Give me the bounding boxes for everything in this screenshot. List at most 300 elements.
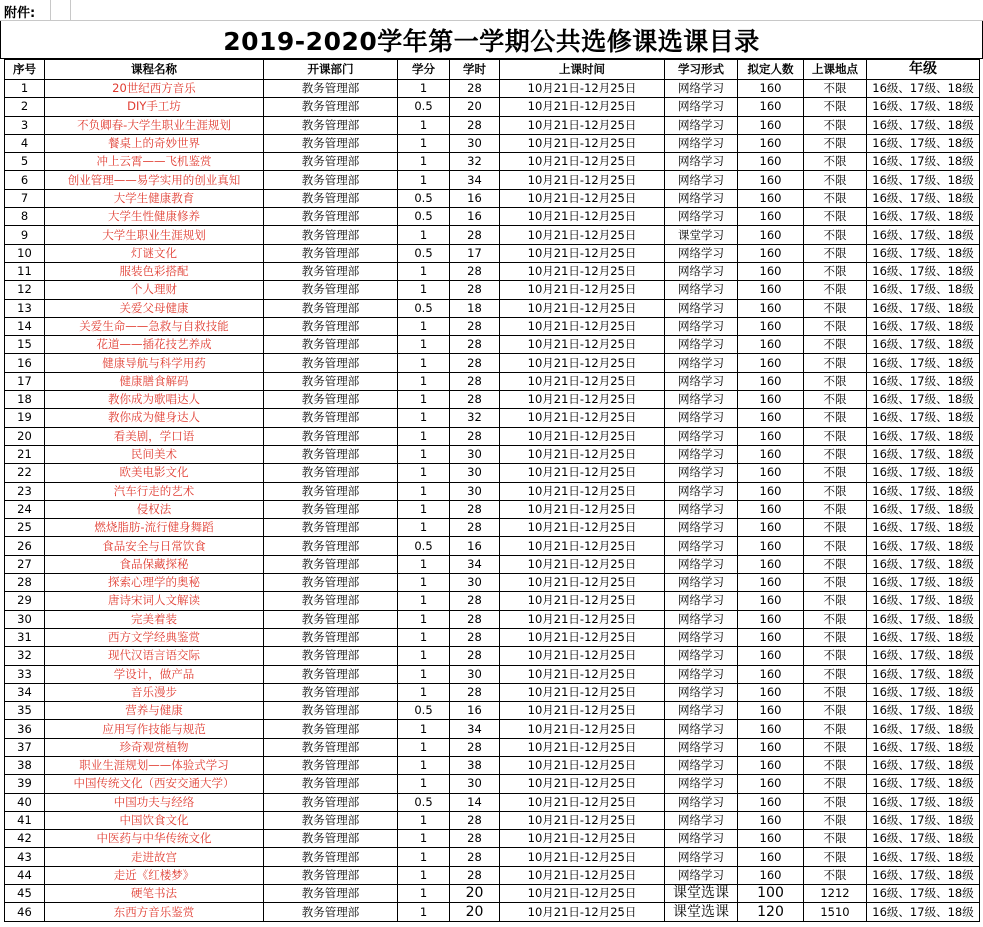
cell-department: 教务管理部 <box>264 391 398 409</box>
cell-mode: 网络学习 <box>665 244 738 262</box>
table-row <box>5 830 980 848</box>
cell-credits: 1 <box>398 80 450 98</box>
cell-capacity: 160 <box>738 445 804 463</box>
header-location: 上课地点 <box>804 60 867 80</box>
cell-department: 教务管理部 <box>264 903 398 921</box>
cell-grade: 16级、17级、18级 <box>867 866 980 884</box>
cell-course-name: 冲上云霄——飞机鉴赏 <box>45 153 264 171</box>
cell-mode: 网络学习 <box>665 336 738 354</box>
cell-mode: 课堂学习 <box>665 226 738 244</box>
cell-mode: 网络学习 <box>665 317 738 335</box>
cell-index: 33 <box>5 665 45 683</box>
cell-schedule: 10月21日-12月25日 <box>500 720 665 738</box>
cell-hours: 20 <box>450 98 500 116</box>
cell-grade: 16级、17级、18级 <box>867 80 980 98</box>
cell-location: 不限 <box>804 98 867 116</box>
cell-location: 不限 <box>804 537 867 555</box>
cell-credits: 1 <box>398 738 450 756</box>
cell-mode: 网络学习 <box>665 610 738 628</box>
cell-mode: 网络学习 <box>665 391 738 409</box>
cell-hours: 34 <box>450 171 500 189</box>
cell-course-name: 教你成为健身达人 <box>45 409 264 427</box>
cell-course-name: 服装色彩搭配 <box>45 262 264 280</box>
cell-mode: 网络学习 <box>665 738 738 756</box>
gridline <box>70 0 71 20</box>
cell-location: 不限 <box>804 482 867 500</box>
cell-location: 不限 <box>804 830 867 848</box>
cell-mode: 网络学习 <box>665 628 738 646</box>
cell-department: 教务管理部 <box>264 848 398 866</box>
cell-index: 14 <box>5 317 45 335</box>
cell-index: 18 <box>5 391 45 409</box>
cell-capacity: 160 <box>738 299 804 317</box>
cell-course-name: 大学生职业生涯规划 <box>45 226 264 244</box>
cell-credits: 0.5 <box>398 98 450 116</box>
header-course-name: 课程名称 <box>45 60 264 80</box>
cell-location: 不限 <box>804 189 867 207</box>
cell-mode: 网络学习 <box>665 500 738 518</box>
cell-index: 32 <box>5 647 45 665</box>
cell-location: 不限 <box>804 665 867 683</box>
cell-schedule: 10月21日-12月25日 <box>500 336 665 354</box>
cell-course-name: 燃烧脂肪-流行健身舞蹈 <box>45 519 264 537</box>
cell-index: 39 <box>5 775 45 793</box>
cell-grade: 16级、17级、18级 <box>867 756 980 774</box>
cell-capacity: 160 <box>738 409 804 427</box>
cell-location: 不限 <box>804 848 867 866</box>
cell-department: 教务管理部 <box>264 610 398 628</box>
cell-schedule: 10月21日-12月25日 <box>500 848 665 866</box>
cell-department: 教务管理部 <box>264 555 398 573</box>
cell-capacity: 160 <box>738 866 804 884</box>
cell-department: 教务管理部 <box>264 647 398 665</box>
attachment-note: 附件: <box>4 6 36 21</box>
cell-index: 28 <box>5 574 45 592</box>
cell-schedule: 10月21日-12月25日 <box>500 537 665 555</box>
cell-grade: 16级、17级、18级 <box>867 830 980 848</box>
cell-hours: 28 <box>450 610 500 628</box>
cell-department: 教务管理部 <box>264 153 398 171</box>
cell-hours: 16 <box>450 208 500 226</box>
cell-course-name: 唐诗宋词人文解读 <box>45 592 264 610</box>
cell-mode: 网络学习 <box>665 445 738 463</box>
cell-department: 教务管理部 <box>264 98 398 116</box>
cell-schedule: 10月21日-12月25日 <box>500 775 665 793</box>
cell-mode: 网络学习 <box>665 866 738 884</box>
cell-course-name: 创业管理——易学实用的创业真知 <box>45 171 264 189</box>
cell-index: 3 <box>5 116 45 134</box>
cell-location: 不限 <box>804 116 867 134</box>
cell-mode: 网络学习 <box>665 537 738 555</box>
cell-schedule: 10月21日-12月25日 <box>500 793 665 811</box>
cell-department: 教务管理部 <box>264 134 398 152</box>
cell-hours: 28 <box>450 519 500 537</box>
cell-grade: 16级、17级、18级 <box>867 848 980 866</box>
cell-department: 教务管理部 <box>264 372 398 390</box>
cell-capacity: 160 <box>738 555 804 573</box>
cell-location: 不限 <box>804 756 867 774</box>
cell-hours: 28 <box>450 281 500 299</box>
table-row <box>5 574 980 592</box>
cell-hours: 28 <box>450 317 500 335</box>
cell-department: 教务管理部 <box>264 171 398 189</box>
cell-location: 不限 <box>804 811 867 829</box>
cell-department: 教务管理部 <box>264 519 398 537</box>
cell-department: 教务管理部 <box>264 482 398 500</box>
table-row <box>5 208 980 226</box>
cell-department: 教务管理部 <box>264 317 398 335</box>
table-row <box>5 756 980 774</box>
table-row <box>5 153 980 171</box>
cell-index: 23 <box>5 482 45 500</box>
cell-department: 教务管理部 <box>264 683 398 701</box>
cell-location: 不限 <box>804 409 867 427</box>
table-row <box>5 317 980 335</box>
cell-credits: 1 <box>398 610 450 628</box>
cell-index: 6 <box>5 171 45 189</box>
cell-credits: 1 <box>398 171 450 189</box>
cell-department: 教务管理部 <box>264 793 398 811</box>
cell-hours: 30 <box>450 134 500 152</box>
cell-credits: 1 <box>398 336 450 354</box>
cell-department: 教务管理部 <box>264 445 398 463</box>
cell-mode: 网络学习 <box>665 811 738 829</box>
cell-grade: 16级、17级、18级 <box>867 317 980 335</box>
table-row <box>5 464 980 482</box>
cell-capacity: 160 <box>738 793 804 811</box>
cell-hours: 28 <box>450 592 500 610</box>
header-grade: 年级 <box>867 60 980 80</box>
table-row <box>5 738 980 756</box>
cell-grade: 16级、17级、18级 <box>867 98 980 116</box>
cell-grade: 16级、17级、18级 <box>867 262 980 280</box>
table-body <box>5 80 980 922</box>
cell-schedule: 10月21日-12月25日 <box>500 702 665 720</box>
cell-hours: 32 <box>450 409 500 427</box>
cell-capacity: 160 <box>738 427 804 445</box>
cell-hours: 17 <box>450 244 500 262</box>
cell-location: 不限 <box>804 445 867 463</box>
cell-hours: 38 <box>450 756 500 774</box>
cell-location: 不限 <box>804 80 867 98</box>
cell-hours: 28 <box>450 866 500 884</box>
cell-index: 30 <box>5 610 45 628</box>
cell-capacity: 160 <box>738 592 804 610</box>
table-row <box>5 775 980 793</box>
cell-capacity: 160 <box>738 811 804 829</box>
cell-schedule: 10月21日-12月25日 <box>500 628 665 646</box>
table-row <box>5 336 980 354</box>
cell-schedule: 10月21日-12月25日 <box>500 427 665 445</box>
cell-schedule: 10月21日-12月25日 <box>500 903 665 921</box>
cell-grade: 16级、17级、18级 <box>867 116 980 134</box>
cell-hours: 28 <box>450 336 500 354</box>
cell-mode: 网络学习 <box>665 519 738 537</box>
cell-department: 教务管理部 <box>264 427 398 445</box>
cell-capacity: 160 <box>738 610 804 628</box>
cell-capacity: 160 <box>738 98 804 116</box>
cell-capacity: 160 <box>738 665 804 683</box>
cell-credits: 1 <box>398 866 450 884</box>
cell-department: 教务管理部 <box>264 464 398 482</box>
cell-department: 教务管理部 <box>264 628 398 646</box>
cell-hours: 28 <box>450 354 500 372</box>
cell-grade: 16级、17级、18级 <box>867 793 980 811</box>
cell-capacity: 160 <box>738 262 804 280</box>
cell-mode: 网络学习 <box>665 80 738 98</box>
cell-grade: 16级、17级、18级 <box>867 226 980 244</box>
cell-location: 不限 <box>804 372 867 390</box>
cell-schedule: 10月21日-12月25日 <box>500 610 665 628</box>
cell-mode: 网络学习 <box>665 555 738 573</box>
cell-credits: 1 <box>398 592 450 610</box>
cell-hours: 34 <box>450 720 500 738</box>
cell-credits: 1 <box>398 281 450 299</box>
cell-hours: 28 <box>450 848 500 866</box>
cell-index: 45 <box>5 885 45 903</box>
table-row <box>5 189 980 207</box>
header-schedule: 上课时间 <box>500 60 665 80</box>
cell-capacity: 160 <box>738 80 804 98</box>
table-row <box>5 391 980 409</box>
cell-grade: 16级、17级、18级 <box>867 811 980 829</box>
cell-credits: 1 <box>398 317 450 335</box>
cell-mode: 课堂选课 <box>665 903 738 921</box>
cell-location: 不限 <box>804 720 867 738</box>
cell-index: 44 <box>5 866 45 884</box>
cell-credits: 1 <box>398 445 450 463</box>
cell-capacity: 160 <box>738 189 804 207</box>
cell-schedule: 10月21日-12月25日 <box>500 811 665 829</box>
cell-grade: 16级、17级、18级 <box>867 738 980 756</box>
header-index: 序号 <box>5 60 45 80</box>
cell-capacity: 160 <box>738 317 804 335</box>
cell-credits: 1 <box>398 226 450 244</box>
table-row <box>5 372 980 390</box>
cell-credits: 1 <box>398 153 450 171</box>
cell-index: 29 <box>5 592 45 610</box>
cell-schedule: 10月21日-12月25日 <box>500 208 665 226</box>
cell-index: 4 <box>5 134 45 152</box>
cell-credits: 1 <box>398 683 450 701</box>
cell-course-name: 走进故宫 <box>45 848 264 866</box>
cell-mode: 网络学习 <box>665 281 738 299</box>
cell-course-name: 花道——插花技艺养成 <box>45 336 264 354</box>
cell-schedule: 10月21日-12月25日 <box>500 354 665 372</box>
cell-grade: 16级、17级、18级 <box>867 299 980 317</box>
cell-capacity: 160 <box>738 702 804 720</box>
cell-department: 教务管理部 <box>264 262 398 280</box>
cell-course-name: 餐桌上的奇妙世界 <box>45 134 264 152</box>
table-row <box>5 116 980 134</box>
cell-department: 教务管理部 <box>264 830 398 848</box>
cell-index: 41 <box>5 811 45 829</box>
cell-location: 不限 <box>804 336 867 354</box>
cell-course-name: 现代汉语言语交际 <box>45 647 264 665</box>
cell-location: 不限 <box>804 153 867 171</box>
cell-credits: 1 <box>398 482 450 500</box>
cell-grade: 16级、17级、18级 <box>867 665 980 683</box>
cell-credits: 1 <box>398 665 450 683</box>
cell-department: 教务管理部 <box>264 281 398 299</box>
cell-location: 不限 <box>804 555 867 573</box>
cell-schedule: 10月21日-12月25日 <box>500 226 665 244</box>
table-row <box>5 866 980 884</box>
cell-hours: 16 <box>450 702 500 720</box>
cell-capacity: 160 <box>738 391 804 409</box>
cell-schedule: 10月21日-12月25日 <box>500 830 665 848</box>
cell-credits: 1 <box>398 116 450 134</box>
cell-department: 教务管理部 <box>264 720 398 738</box>
table-row <box>5 482 980 500</box>
cell-schedule: 10月21日-12月25日 <box>500 885 665 903</box>
cell-index: 31 <box>5 628 45 646</box>
cell-department: 教务管理部 <box>264 244 398 262</box>
cell-course-name: 关爱生命——急救与自救技能 <box>45 317 264 335</box>
cell-mode: 网络学习 <box>665 116 738 134</box>
table-row <box>5 903 980 921</box>
cell-grade: 16级、17级、18级 <box>867 482 980 500</box>
cell-capacity: 160 <box>738 574 804 592</box>
cell-credits: 1 <box>398 555 450 573</box>
cell-hours: 16 <box>450 537 500 555</box>
table-row <box>5 793 980 811</box>
cell-grade: 16级、17级、18级 <box>867 281 980 299</box>
cell-hours: 32 <box>450 153 500 171</box>
table-row <box>5 445 980 463</box>
cell-mode: 网络学习 <box>665 482 738 500</box>
cell-course-name: 营养与健康 <box>45 702 264 720</box>
cell-index: 43 <box>5 848 45 866</box>
header-department: 开课部门 <box>264 60 398 80</box>
cell-mode: 网络学习 <box>665 647 738 665</box>
cell-location: 不限 <box>804 793 867 811</box>
cell-capacity: 160 <box>738 830 804 848</box>
table-row <box>5 80 980 98</box>
cell-department: 教务管理部 <box>264 409 398 427</box>
cell-location: 不限 <box>804 610 867 628</box>
cell-credits: 1 <box>398 354 450 372</box>
cell-schedule: 10月21日-12月25日 <box>500 299 665 317</box>
cell-location: 不限 <box>804 244 867 262</box>
cell-mode: 网络学习 <box>665 592 738 610</box>
cell-capacity: 160 <box>738 683 804 701</box>
cell-credits: 0.5 <box>398 702 450 720</box>
cell-mode: 网络学习 <box>665 665 738 683</box>
cell-grade: 16级、17级、18级 <box>867 244 980 262</box>
cell-course-name: 关爱父母健康 <box>45 299 264 317</box>
cell-index: 37 <box>5 738 45 756</box>
cell-grade: 16级、17级、18级 <box>867 427 980 445</box>
cell-location: 不限 <box>804 592 867 610</box>
header-mode: 学习形式 <box>665 60 738 80</box>
cell-location: 不限 <box>804 262 867 280</box>
cell-capacity: 160 <box>738 738 804 756</box>
cell-schedule: 10月21日-12月25日 <box>500 574 665 592</box>
cell-credits: 1 <box>398 262 450 280</box>
cell-index: 35 <box>5 702 45 720</box>
header-credits: 学分 <box>398 60 450 80</box>
cell-mode: 网络学习 <box>665 409 738 427</box>
cell-location: 不限 <box>804 738 867 756</box>
cell-mode: 网络学习 <box>665 208 738 226</box>
cell-hours: 28 <box>450 80 500 98</box>
cell-department: 教务管理部 <box>264 738 398 756</box>
cell-course-name: 食品保藏探秘 <box>45 555 264 573</box>
cell-credits: 0.5 <box>398 793 450 811</box>
cell-index: 21 <box>5 445 45 463</box>
course-table <box>4 59 980 922</box>
table-row <box>5 702 980 720</box>
cell-course-name: 大学生健康教育 <box>45 189 264 207</box>
cell-schedule: 10月21日-12月25日 <box>500 391 665 409</box>
cell-course-name: 中医药与中华传统文化 <box>45 830 264 848</box>
cell-hours: 30 <box>450 665 500 683</box>
cell-mode: 网络学习 <box>665 830 738 848</box>
table-row <box>5 134 980 152</box>
cell-mode: 网络学习 <box>665 775 738 793</box>
header-row <box>5 60 980 80</box>
table-row <box>5 555 980 573</box>
cell-mode: 课堂选课 <box>665 885 738 903</box>
cell-capacity: 160 <box>738 153 804 171</box>
cell-location: 不限 <box>804 299 867 317</box>
cell-grade: 16级、17级、18级 <box>867 171 980 189</box>
cell-index: 38 <box>5 756 45 774</box>
cell-course-name: 食品安全与日常饮食 <box>45 537 264 555</box>
cell-schedule: 10月21日-12月25日 <box>500 665 665 683</box>
cell-credits: 0.5 <box>398 537 450 555</box>
cell-hours: 28 <box>450 500 500 518</box>
cell-hours: 28 <box>450 391 500 409</box>
cell-hours: 16 <box>450 189 500 207</box>
cell-schedule: 10月21日-12月25日 <box>500 555 665 573</box>
cell-course-name: 教你成为歌唱达人 <box>45 391 264 409</box>
cell-mode: 网络学习 <box>665 793 738 811</box>
cell-hours: 20 <box>450 885 500 903</box>
cell-course-name: 个人理财 <box>45 281 264 299</box>
cell-hours: 30 <box>450 464 500 482</box>
cell-course-name: 大学生性健康修养 <box>45 208 264 226</box>
cell-credits: 1 <box>398 811 450 829</box>
cell-credits: 0.5 <box>398 208 450 226</box>
cell-credits: 1 <box>398 500 450 518</box>
cell-location: 不限 <box>804 171 867 189</box>
cell-schedule: 10月21日-12月25日 <box>500 116 665 134</box>
cell-capacity: 120 <box>738 903 804 921</box>
cell-credits: 1 <box>398 720 450 738</box>
cell-capacity: 160 <box>738 354 804 372</box>
cell-grade: 16级、17级、18级 <box>867 464 980 482</box>
cell-index: 11 <box>5 262 45 280</box>
cell-grade: 16级、17级、18级 <box>867 445 980 463</box>
cell-credits: 1 <box>398 756 450 774</box>
cell-grade: 16级、17级、18级 <box>867 592 980 610</box>
cell-course-name: 侵权法 <box>45 500 264 518</box>
cell-schedule: 10月21日-12月25日 <box>500 866 665 884</box>
cell-mode: 网络学习 <box>665 464 738 482</box>
cell-location: 不限 <box>804 427 867 445</box>
cell-course-name: 欧美电影文化 <box>45 464 264 482</box>
cell-mode: 网络学习 <box>665 171 738 189</box>
cell-schedule: 10月21日-12月25日 <box>500 500 665 518</box>
cell-location: 不限 <box>804 281 867 299</box>
cell-course-name: 珍奇观赏植物 <box>45 738 264 756</box>
cell-index: 42 <box>5 830 45 848</box>
cell-index: 17 <box>5 372 45 390</box>
cell-location: 不限 <box>804 226 867 244</box>
cell-hours: 28 <box>450 738 500 756</box>
